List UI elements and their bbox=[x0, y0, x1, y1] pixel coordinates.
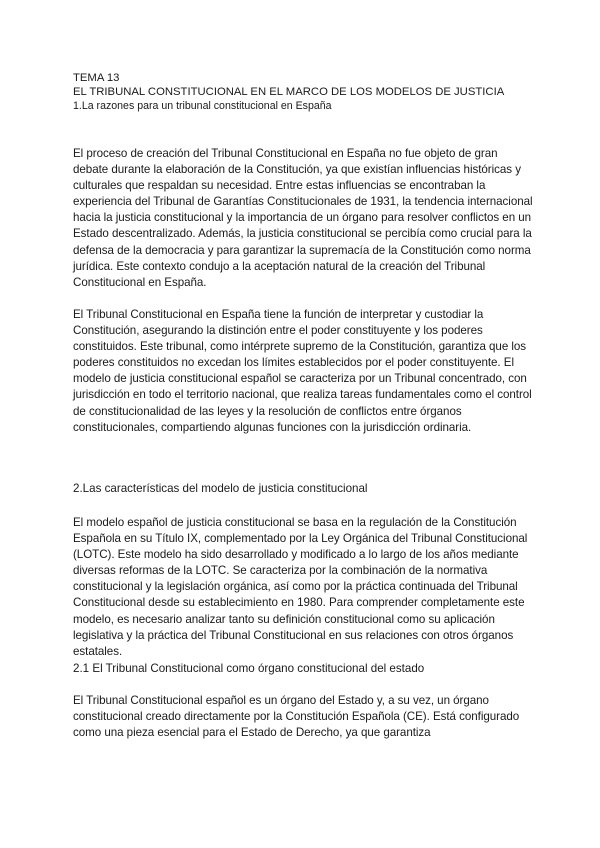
section-1-heading: 1.La razones para un tribunal constitucional en España bbox=[73, 100, 332, 112]
paragraph-1: El proceso de creación del Tribunal Constitucional en España no fue objeto de gran debate durante la elaboración de la Constitución, ya que existían influencias históricas y culturales que respaldan su necesidad. Entre estas influencias se encontraban la experiencia del Tribunal de Garantías Constitucionales de 1931, la tendencia internacional hacia la justicia constitucional y la importancia de un órgano para resolver conflictos en un Estado descentralizado. Además, la justicia constitucional se percibía como crucial para la defensa de la democracia y para garantizar la supremacía de la Constitución como norma jurídica. Este contexto condujo a la aceptación natural de la creación del Tribunal Constitucional en España. bbox=[73, 147, 533, 289]
section-2-heading: 2.Las características del modelo de justicia constitucional bbox=[73, 482, 368, 495]
document-title: EL TRIBUNAL CONSTITUCIONAL EN EL MARCO DE LOS MODELOS DE JUSTICIA bbox=[73, 86, 505, 98]
paragraph-2: El Tribunal Constitucional en España tiene la función de interpretar y custodiar la Constitución, asegurando la distinción entre el poder constituyente y los poderes constituidos. Este tribunal, como intérprete supremo de la Constitución, garantiza que los poderes constituidos no excedan los límites establecidos por el poder constituyente. El modelo de justicia constitucional español se caracteriza por un Tribunal concentrado, con jurisdicción en todo el territorio nacional, que realiza tareas fundamentales como el control de constitucionalidad de las leyes y la resolución de conflictos entre órganos constitucionales, compartiendo algunas funciones con la jurisdicción ordinaria. bbox=[73, 308, 532, 434]
paragraph-3: El modelo español de justicia constitucional se basa en la regulación de la Constitución Española en su Título IX, complementado por la Ley Orgánica del Tribunal Constitucional (LOTC). Este modelo ha sido desarrollado y modificado a lo largo de los años mediante diversas reformas de la LOTC. Se caracteriza por la combinación de la normativa constitucional y la legislación orgánica, así como por la práctica continuada del Tribunal Constitucional desde su establecimiento en 1980. Para comprender completamente este modelo, es necesario analizar tanto su definición constitucional como su aplicación legislativa y la práctica del Tribunal Constitucional en sus relaciones con otros órganos estatales. bbox=[73, 516, 528, 658]
paragraph-4: El Tribunal Constitucional español es un órgano del Estado y, a su vez, un órgano constitucional creado directamente por la Constitución Española (CE). Está configurado como una pieza esencial para el Estado de Derecho, ya que garantiza bbox=[73, 694, 520, 740]
document-header bbox=[73, 71, 543, 113]
section-2-1-heading: 2.1 El Tribunal Constitucional como órgano constitucional del estado bbox=[73, 662, 425, 675]
tema-label: TEMA 13 bbox=[73, 72, 120, 84]
